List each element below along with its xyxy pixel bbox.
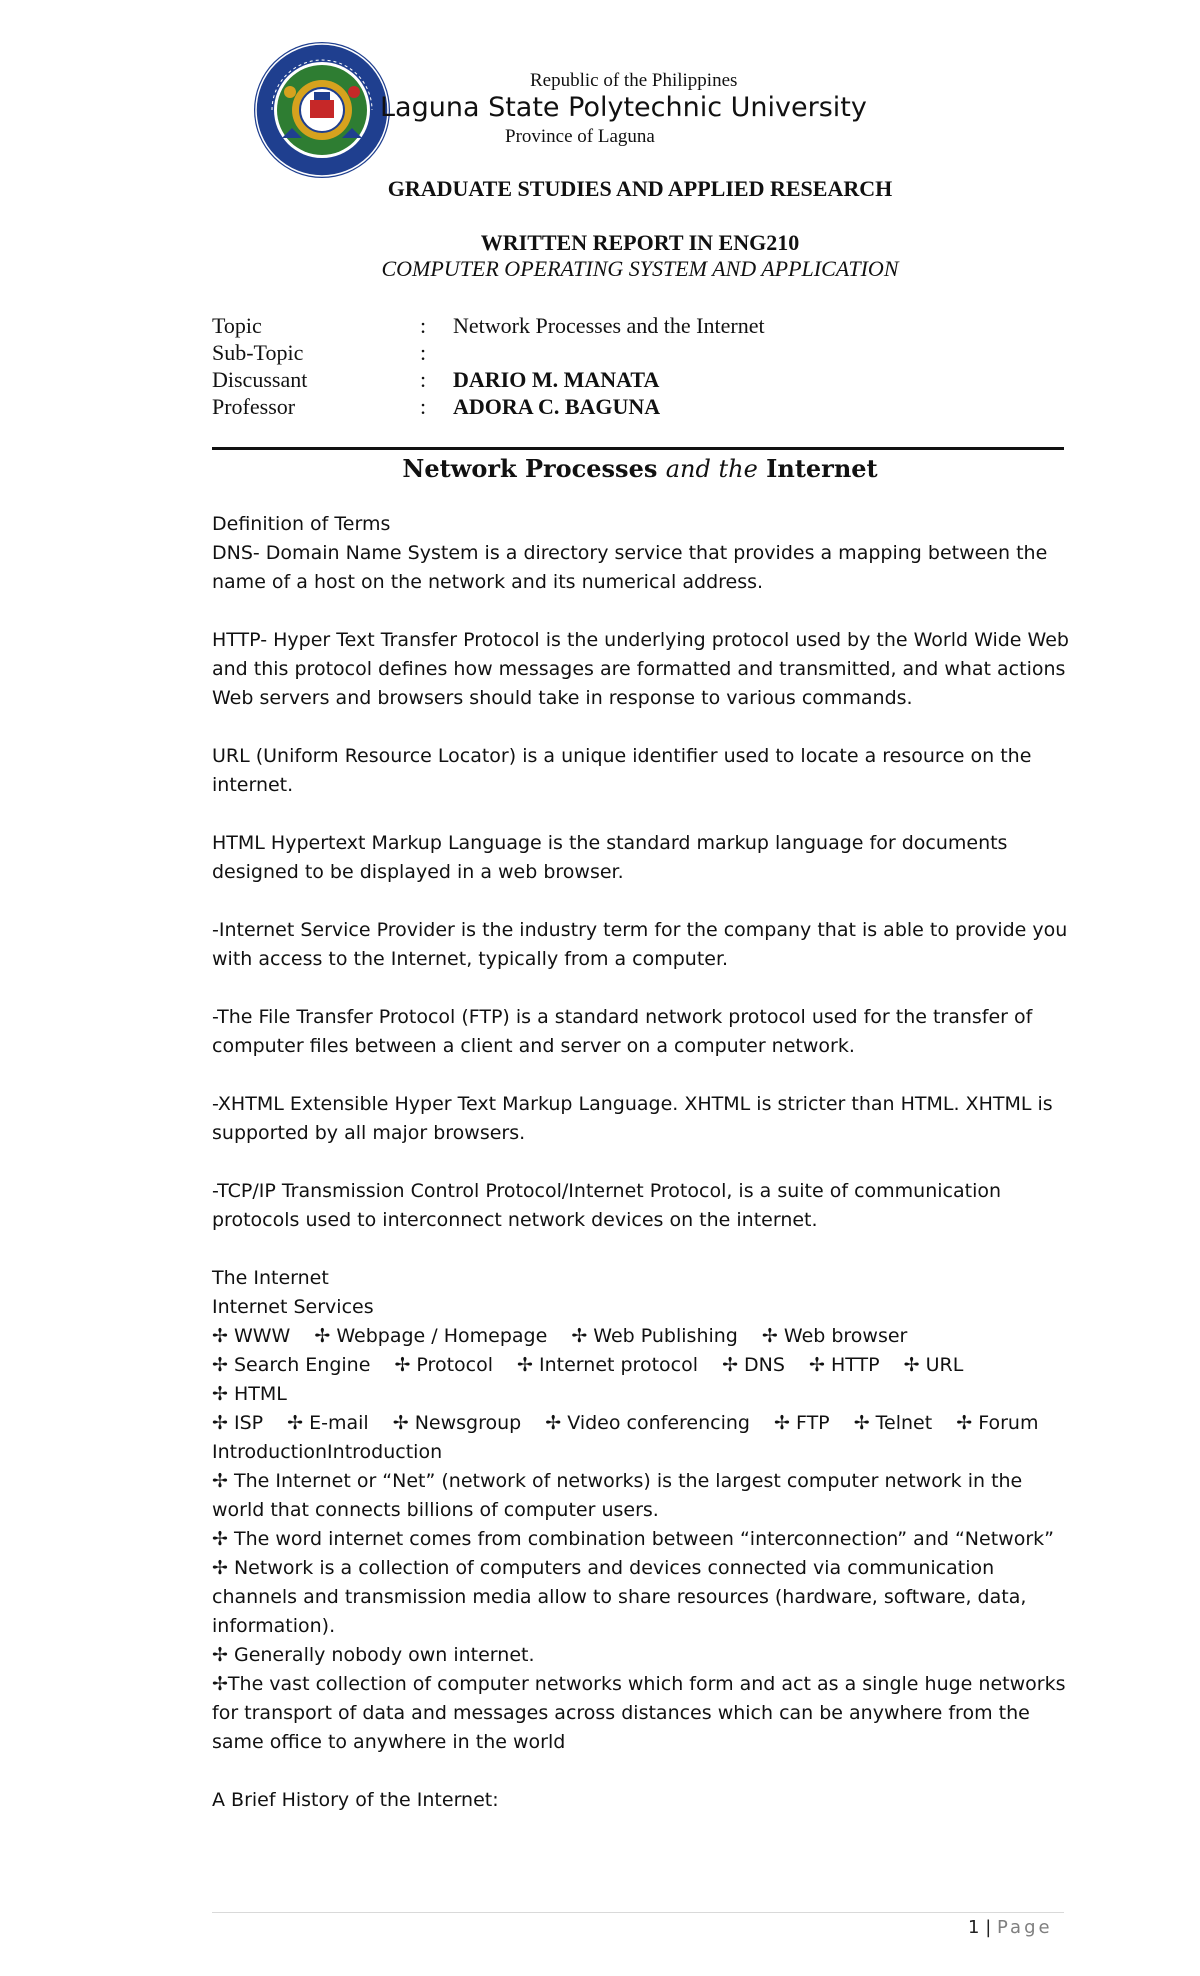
definition-tcpip: -TCP/IP Transmission Control Protocol/Internet Protocol, is a suite of communication protocols used to interconnect network devices on the internet. [212, 1180, 1002, 1231]
footer-divider [212, 1912, 1064, 1913]
service-item [545, 1412, 750, 1434]
intro-text: The Internet or “Net” (network of networks) is the largest computer network in the world that connects billions of computer users. [212, 1470, 1023, 1521]
star-bullet-icon: ✢ [903, 1354, 926, 1376]
province-line: Province of Laguna [505, 126, 655, 147]
star-bullet-icon: ✢ [212, 1528, 228, 1550]
star-bullet-icon: ✢ [392, 1412, 415, 1434]
service-item [571, 1325, 738, 1347]
title-part-2: and the [665, 455, 758, 483]
service-item [956, 1412, 1038, 1434]
internet-heading: The Internet [212, 1267, 329, 1289]
star-bullet-icon: ✢ [571, 1325, 594, 1347]
service-label: FTP [795, 1412, 830, 1434]
intro-text: Generally nobody own internet. [233, 1644, 535, 1666]
service-item [722, 1354, 785, 1376]
service-item [212, 1325, 290, 1347]
document-body [212, 510, 1072, 1815]
service-item [517, 1354, 698, 1376]
star-bullet-icon: ✢ [212, 1644, 228, 1666]
definition-http: HTTP- Hyper Text Transfer Protocol is the underlying protocol used by the World Wide Web and this protocol defines how messages are formatted and transmitted, and what actions Web servers and browsers should take in response to various commands. [212, 629, 1069, 709]
footer-separator: | [985, 1917, 992, 1938]
service-item [774, 1412, 830, 1434]
services-line-2 [212, 1351, 1072, 1409]
service-item [762, 1325, 907, 1347]
star-bullet-icon: ✢ [774, 1412, 796, 1434]
star-bullet-icon: ✢ [808, 1354, 831, 1376]
star-bullet-icon: ✢ [956, 1412, 979, 1434]
info-value: Network Processes and the Internet [453, 313, 765, 338]
star-bullet-icon: ✢ [394, 1354, 417, 1376]
service-label: Web Publishing [593, 1325, 738, 1347]
service-label: Protocol [416, 1354, 493, 1376]
definitions-heading: Definition of Terms [212, 513, 391, 535]
star-bullet-icon: ✢ [212, 1383, 234, 1405]
star-bullet-icon: ✢ [212, 1354, 234, 1376]
graduate-studies-heading: GRADUATE STUDIES AND APPLIED RESEARCH [387, 176, 893, 201]
service-label: Web browser [783, 1325, 908, 1347]
services-line-1 [212, 1322, 1072, 1351]
star-bullet-icon: ✢ [212, 1325, 234, 1347]
service-item [212, 1412, 263, 1434]
definition-isp: -Internet Service Provider is the industry term for the company that is able to provide you with access to the Internet, typically from a computer. [212, 919, 1068, 970]
star-bullet-icon: ✢ [545, 1412, 568, 1434]
service-label: Telnet [875, 1412, 933, 1434]
star-bullet-icon: ✢ [212, 1412, 234, 1434]
service-label: HTML [233, 1383, 287, 1405]
star-bullet-icon: ✢ [212, 1557, 228, 1579]
info-colon: : [420, 367, 427, 392]
service-item [904, 1354, 964, 1376]
service-label: E-mail [309, 1412, 369, 1434]
intro-bullet-1 [212, 1467, 1072, 1525]
service-item [314, 1325, 547, 1347]
definition-xhtml: -XHTML Extensible Hyper Text Markup Language. XHTML is stricter than HTML. XHTML is supported by all major browsers. [212, 1093, 1053, 1144]
definition-ftp: -The File Transfer Protocol (FTP) is a standard network protocol used for the transfer of computer files between a client and server on a computer network. [212, 1006, 1033, 1057]
definition-html: HTML Hypertext Markup Language is the standard markup language for documents designed to be displayed in a web browser. [212, 832, 1008, 883]
star-bullet-icon: ✢ [761, 1325, 784, 1347]
service-label: HTTP [830, 1354, 880, 1376]
star-bullet-icon: ✢ [722, 1354, 745, 1376]
intro-bullet-3 [212, 1641, 1072, 1670]
service-label: Webpage / Homepage [336, 1325, 548, 1347]
info-label: Sub-Topic [212, 340, 304, 365]
definition-dns: DNS- Domain Name System is a directory service that provides a mapping between the name of a host on the network and its numerical address. [212, 542, 1048, 593]
service-item [393, 1412, 522, 1434]
university-name: Laguna State Polytechnic University [380, 92, 867, 123]
service-label: ISP [233, 1412, 264, 1434]
intro-text: Network is a collection of computers and devices connected via communication channels and transmission media allow to share resources (hardware, software, data, information). [212, 1557, 1027, 1637]
service-label: URL [925, 1354, 964, 1376]
course-title: COMPUTER OPERATING SYSTEM AND APPLICATION [381, 256, 899, 281]
service-label: Newsgroup [414, 1412, 522, 1434]
intro-text: The word internet comes from combination between “interconnection” and “Network” [233, 1528, 1054, 1550]
info-label: Topic [212, 313, 262, 338]
intro-bullet-2 [212, 1525, 1072, 1641]
info-value: ADORA C. BAGUNA [453, 394, 661, 419]
star-bullet-icon: ✢ [314, 1325, 337, 1347]
intro-bullet-4 [212, 1670, 1072, 1757]
intro-text: The vast collection of computer networks which form and act as a single huge networks for transport of data and messages across distances which can be anywhere from the same office to anywhere in the world [212, 1673, 1066, 1753]
page-word: Page [997, 1917, 1053, 1938]
report-title: WRITTEN REPORT IN ENG210 [480, 230, 800, 255]
internet-services-heading: Internet Services [212, 1296, 374, 1318]
service-label: Search Engine [233, 1354, 371, 1376]
star-bullet-icon: ✢ [212, 1673, 228, 1695]
service-label: Internet protocol [539, 1354, 699, 1376]
service-item [809, 1354, 880, 1376]
history-heading: A Brief History of the Internet: [212, 1789, 499, 1811]
intro-heading: IntroductionIntroduction [212, 1441, 443, 1463]
service-label: Video conferencing [567, 1412, 750, 1434]
title-part-3: Internet [757, 454, 878, 483]
service-item [394, 1354, 493, 1376]
info-colon: : [420, 394, 427, 419]
star-bullet-icon: ✢ [853, 1412, 876, 1434]
services-line-3 [212, 1409, 1072, 1438]
star-bullet-icon: ✢ [212, 1470, 228, 1492]
info-colon: : [420, 313, 427, 338]
header-divider [212, 447, 1064, 450]
info-colon: : [420, 340, 427, 365]
service-label: WWW [233, 1325, 291, 1347]
university-seal-logo [252, 40, 392, 180]
republic-line: Republic of the Philippines [530, 70, 738, 91]
service-label: Forum [978, 1412, 1039, 1434]
title-part-1: Network Processes [402, 454, 666, 483]
service-item [212, 1354, 370, 1376]
definition-url: URL (Uniform Resource Locator) is a unique identifier used to locate a resource on the internet. [212, 745, 1032, 796]
page-number: 1 [968, 1917, 980, 1938]
service-item [212, 1383, 287, 1405]
page-footer [968, 1917, 1053, 1938]
service-item [287, 1412, 369, 1434]
info-label: Professor [212, 394, 296, 419]
info-value: DARIO M. MANATA [453, 367, 660, 392]
info-label: Discussant [212, 367, 308, 392]
service-item [854, 1412, 933, 1434]
star-bullet-icon: ✢ [517, 1354, 540, 1376]
document-title [0, 454, 1200, 483]
star-bullet-icon: ✢ [287, 1412, 310, 1434]
service-label: DNS [744, 1354, 785, 1376]
